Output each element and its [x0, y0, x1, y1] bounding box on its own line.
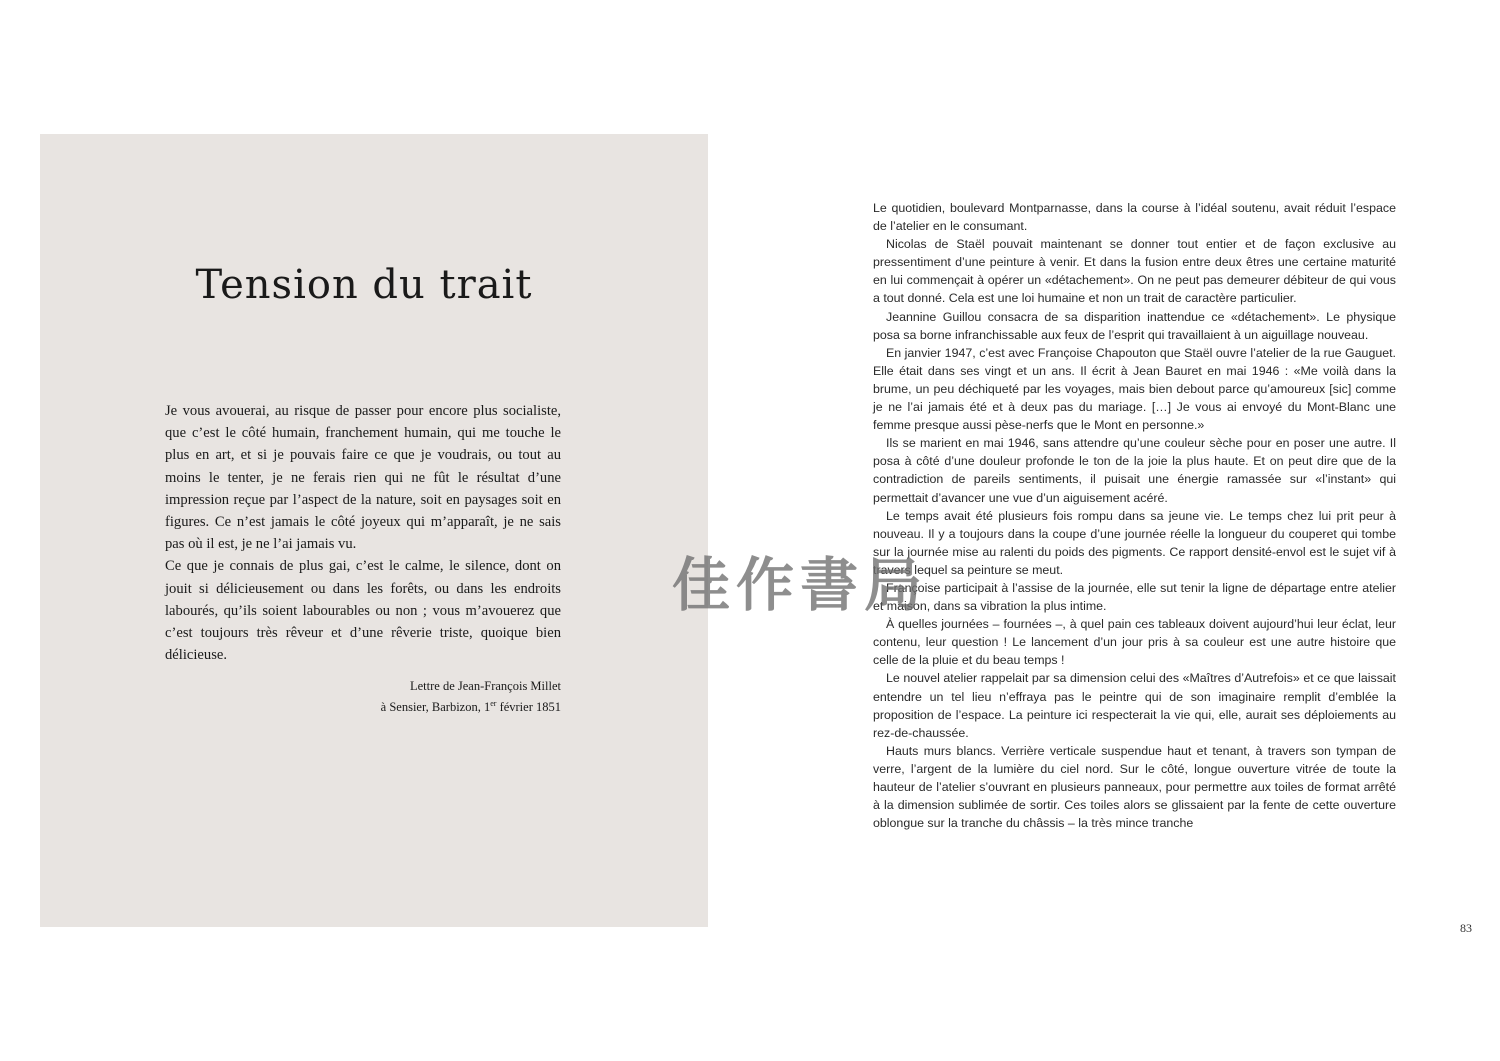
attribution-line-1: Lettre de Jean-François Millet: [410, 679, 561, 693]
attribution-text: à Sensier, Barbizon, 1: [380, 700, 491, 715]
body-paragraph: Jeannine Guillou consacra de sa disparition inattendue ce «détachement». Le physique posa sa borne infranchissable aux feux de l’esprit qui travaillaient à un aiguillage nouveau.: [873, 309, 1396, 342]
body-paragraph: Françoise participait à l’assise de la journée, elle sut tenir la ligne de départage entre atelier et maison, dans sa vibration la plus intime.: [873, 580, 1396, 614]
attribution-date: février 1851: [496, 700, 561, 715]
attribution-line-2: [330, 695, 561, 716]
body-paragraph: En janvier 1947, c’est avec Françoise Chapouton que Staël ouvre l’atelier de la rue Gauguet. Elle était dans ses vingt et un ans. Il écrit à Jean Bauret en mai 1946 : «Me voilà dans la brume, un peu déchiqueté par les voyages, mais bien debout parce qu’amoureux [sic] comme je ne l’ai jamais été et à deux pas du mariage. […] Je vous ai envoyé du Mont-Blanc une femme presque aussi pèse-nerfs que le Mont en personne.»: [873, 345, 1396, 433]
body-paragraph: Le temps avait été plusieurs fois rompu dans sa jeune vie. Le temps chez lui prit peur à nouveau. Il y a toujours dans la coupe d’une journée réelle la longueur du couperet qui tombe sur la journée mise au ralenti du poids des pigments. Ce rapport densité-envol est le sujet vif à travers lequel sa peinture se meut.: [873, 508, 1396, 577]
body-paragraph: Le nouvel atelier rappelait par sa dimension celui des «Maîtres d’Autrefois» et ce que laissait entendre un tel lieu n’effraya pas le peintre qui de son imaginaire remplit d’emblée la proposition de l’espace. La peinture ici respecterait la vie qui, elle, aurait ses déploiements au rez-de-chaussée.: [873, 671, 1396, 740]
body-paragraph: Hauts murs blancs. Verrière verticale suspendue haut et tenant, à travers son tympan de verre, l’argent de la lumière du ciel nord. Sur le côté, longue ouverture vitrée de toute la hauteur de l’atelier s’ouvrant en plusieurs panneaux, pour permettre aux toiles de format arrêté à la dimension sublimée de sortir. Ces toiles alors se glissaient par la fente de cette ouverture oblongue sur la tranche du châssis – la très mince tranche: [873, 743, 1396, 831]
body-paragraph: À quelles journées – fournées –, à quel pain ces tableaux doivent aujourd’hui leur éclat, leur contenu, leur question ! Le lancement d’un jour pris à sa couleur est une autre histoire que celle de la pluie et du beau temps !: [873, 617, 1396, 668]
body-paragraph: Ils se marient en mai 1946, sans attendre qu’une couleur sèche pour en poser une autre. Il posa à côté d’une douleur profonde le ton de la joie la plus haute. Et on peut dire que de la contradiction de pareils sentiments, il puisait une énergie ramassée sur «l’instant» qui permettait d’avancer une vue d’un aiguisement acéré.: [873, 436, 1396, 505]
epigraph-quote: [165, 400, 561, 666]
publisher-watermark: 佳作書局: [672, 551, 929, 619]
ordinal-superscript: er: [490, 699, 497, 708]
body-paragraph: Nicolas de Staël pouvait maintenant se donner tout entier et de façon exclusive au pressentiment d’une peinture à venir. Et dans la fusion entre deux êtres une certaine maturité en lui commençait à opérer un «détachement». On ne peut pas demeurer débiteur de qui vous a tout donné. Cela est une loi humaine et non un trait de caractère particulier.: [873, 237, 1396, 306]
quote-attribution: [330, 677, 561, 716]
right-page-body: [873, 199, 1396, 832]
quote-paragraph: Je vous avouerai, au risque de passer pour encore plus socialiste, que c’est le côté humain, franchement humain, qui me touche le plus en art, et si je pouvais faire ce que je voudrais, ou tout au moins le tenter, je ne ferais rien qui ne fût le résultat d’une impression reçue par l’aspect de la nature, soit en paysages soit en figures. Ce n’est jamais le côté joyeux qui m’apparaît, je ne sais pas où il est, je ne l’ai jamais vu.: [165, 403, 561, 553]
chapter-title: Tension du trait: [195, 262, 533, 308]
body-paragraph: Le quotidien, boulevard Montparnasse, dans la course à l’idéal soutenu, avait réduit l’espace de l’atelier en le consumant.: [873, 201, 1396, 234]
quote-paragraph: Ce que je connais de plus gai, c’est le calme, le silence, dont on jouit si délicieusement ou dans les forêts, ou dans les endroits labourés, qu’ils soient labourables ou non ; vous m’avouerez que c’est toujours très rêveur et d’une rêverie triste, quoique bien délicieuse.: [165, 558, 561, 664]
page-number: 83: [1460, 921, 1472, 935]
